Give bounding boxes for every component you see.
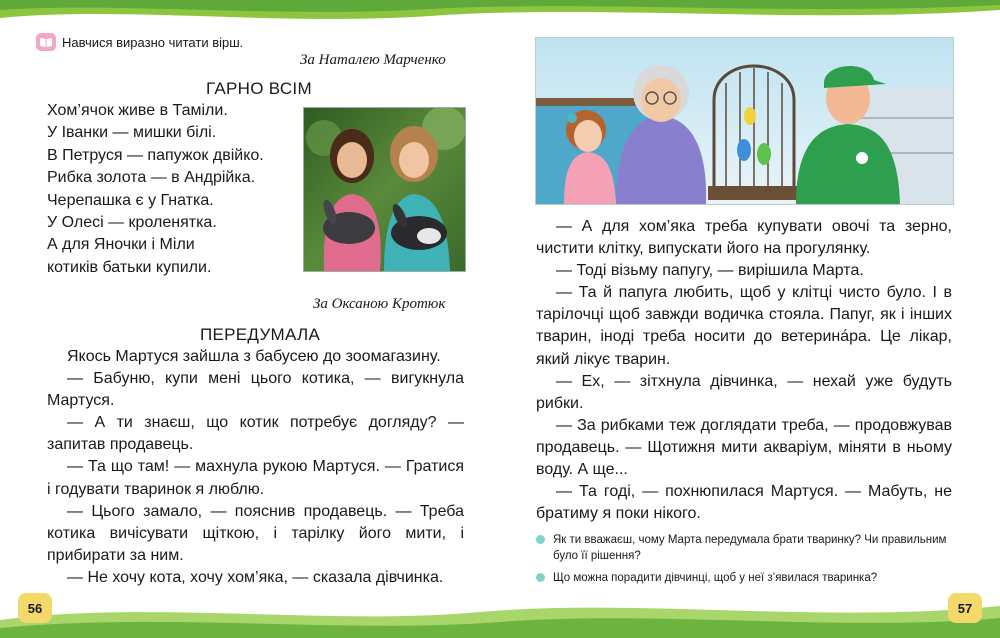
story-paragraph: — Тоді візьму папугу, — вирішила Марта.: [556, 262, 864, 280]
story-paragraph: — Та годі, — похнюпилася Мартуся. — Мабуть, не братиму я поки нікого.: [536, 483, 952, 523]
poem-line: Рибка золота — в Андрійка.: [47, 169, 256, 187]
story-paragraph: — Бабуню, купи мені цього котика, — вигукнула Мартуся.: [47, 370, 464, 410]
poem-line: У Іванки — мишки білі.: [47, 124, 217, 142]
poem-line: В Петруся — папужок двійко.: [47, 146, 264, 164]
page-number-right: 57: [948, 593, 982, 623]
poem-line: котиків батьки купили.: [47, 258, 212, 276]
story-text-right: [536, 216, 952, 525]
question-item: [536, 532, 956, 564]
story-paragraph: — А для хом’яка треба купувати овочі та зерно, чистити клітку, випускати його на прогулянку.: [536, 218, 952, 258]
pet-shop-illustration: [535, 37, 954, 205]
reading-instruction: [36, 33, 243, 51]
poem-author: За Наталею Марченко: [300, 52, 446, 68]
bullet-icon: [536, 535, 545, 544]
question-text: Що можна порадити дівчинці, щоб у неї з’явилася тваринка?: [553, 572, 878, 584]
story-paragraph: — Цього замало, — пояснив продавець. — Треба котика вичісувати щіткою, і тарілку його мити, і прибирати за ним.: [47, 502, 464, 564]
girls-with-rabbits-photo: [303, 107, 466, 272]
page-number-left: 56: [18, 593, 52, 623]
poem-title: ГАРНО ВСІМ: [206, 79, 312, 98]
question-item: [536, 570, 956, 586]
story-title: ПЕРЕДУМАЛА: [200, 325, 321, 344]
poem-line: А для Яночки і Міли: [47, 236, 195, 254]
book-icon: [36, 33, 56, 51]
story-author: За Оксаною Кротюк: [313, 296, 446, 312]
story-paragraph: — За рибками теж доглядати треба, — продовжував продавець. — Щотижня мити акваріум, міняти в ньому воду. А ще...: [536, 416, 952, 479]
story-text-left: [47, 346, 464, 589]
story-paragraph: — Та й папуга любить, щоб у клітці чисто було. І в тарілочці щоб завжди водичка стояла. Папуг, як і інших тварин, іноді треба носити до ветерина́ра. Це лікар, який лікує тварин.: [536, 284, 952, 368]
bullet-icon: [536, 573, 545, 582]
discussion-questions: [536, 532, 956, 592]
instruction-text: Навчися виразно читати вірш.: [62, 34, 244, 50]
story-paragraph: — А ти знаєш, що котик потребує догляду? — запитав продавець.: [47, 414, 464, 454]
story-paragraph: Якось Мартуся зайшла з бабусею до зоомагазину.: [67, 348, 441, 365]
story-paragraph: — Не хочу кота, хочу хом’яка, — сказала дівчинка.: [67, 568, 444, 586]
poem-line: Черепашка є у Гнатка.: [47, 191, 214, 209]
poem-text: [47, 100, 264, 279]
story-paragraph: — Ех, — зітхнула дівчинка, — нехай уже будуть рибки.: [536, 372, 952, 412]
top-wave-decoration: [0, 0, 1000, 26]
question-text: Як ти вважаєш, чому Марта передумала брати тваринку? Чи правильним було її рішення?: [553, 534, 947, 562]
poem-line: Хом’ячок живе в Таміли.: [47, 102, 228, 119]
story-paragraph: — Та що там! — махнула рукою Мартуся. — Гратися і годувати тваринок я люблю.: [47, 458, 464, 498]
bottom-wave-decoration: [0, 590, 1000, 638]
poem-line: У Олесі — кроленятка.: [47, 214, 217, 232]
